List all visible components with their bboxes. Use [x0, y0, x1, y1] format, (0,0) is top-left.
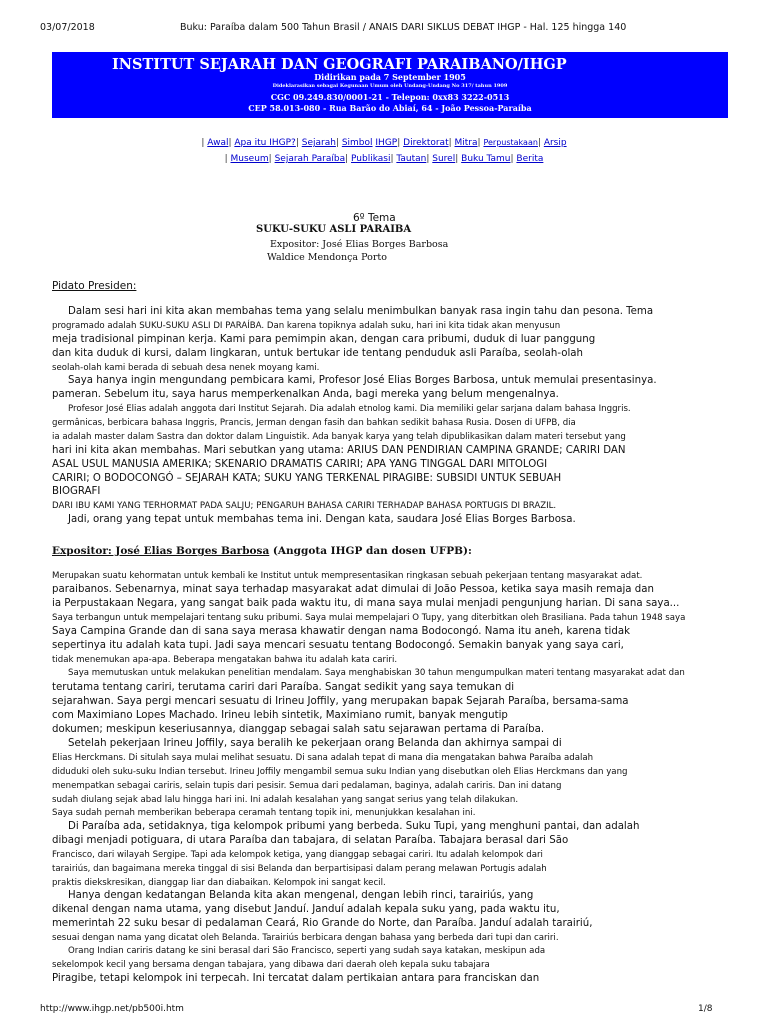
print-title: Buku: Paraíba dalam 500 Tahun Brasil / ANAIS DARI SIKLUS DEBAT IHGP - Hal. 125 hingga 140 [180, 22, 627, 33]
body-line: terutama tentang cariri, terutama cariri dari Paraíba. Sangat sedikit yang saya temukan di [52, 682, 515, 693]
institute-banner [52, 52, 728, 118]
nav-link-tautan[interactable]: Tautan [396, 154, 427, 164]
pidato-line: CARIRI; O BODOCONGÓ – SEJARAH KATA; SUKU YANG TERKENAL PIRAGIBE: SUBSIDI UNTUK SEBUAH [52, 473, 562, 484]
nav-link-direktorat[interactable]: Direktorat [403, 138, 449, 148]
pidato-line: seolah-olah kami berada di sebuah desa nenek moyang kami. [52, 363, 320, 373]
theme-title: SUKU-SUKU ASLI PARAIBA [256, 224, 412, 235]
pidato-line: Jadi, orang yang tepat untuk membahas tema ini. Dengan kata, saudara José Elias Borges Barbosa. [68, 514, 576, 525]
founded-line: Didirikan pada 7 September 1905 [314, 72, 466, 82]
nav-link-simbol[interactable]: Simbol [341, 138, 373, 148]
body-line: paraibanos. Sebenarnya, minat saya terhadap masyarakat adat dimulai di João Pessoa, ketika saya masih remaja dan [52, 584, 654, 595]
body-line: Saya Campina Grande dan di sana saya merasa khawatir dengan nama Bodocongó. Nama itu aneh, karena tidak [52, 626, 630, 637]
body-line: sesuai dengan nama yang dicatat oleh Belanda. Tarairiús berbicara dengan bahasa yang berbeda dari tupi dan cariri. [52, 933, 559, 943]
moderator-name: Waldice Mendonça Porto [267, 252, 387, 263]
body-line: sudah diulang sejak abad lalu hingga hari ini. Ini adalah kesalahan yang sangat serius yang telah dilakukan. [52, 795, 519, 805]
body-line: dokumen; meskipun keseriusannya, dianggap sebagai salah satu sejarawan pertama di Paraíba. [52, 724, 545, 735]
nav-link-arsip[interactable]: Arsip [543, 138, 567, 148]
pidato-line: BIOGRAFI [52, 486, 101, 497]
nav-bar-secondary: | Museum| Sejarah Paraíba| Publikasi| Tautan| Surel| Buku Tamu| Berita [224, 154, 544, 164]
nav-bar-primary: | Awal| Apa itu IHGP?| Sejarah| Simbol IHGP| Direktorat| Mitra| Perpustakaan| Arsip [201, 138, 567, 148]
nav-link-sejarah[interactable]: Sejarah [301, 138, 336, 148]
nav-link-apa-itu-ihgp[interactable]: Apa itu IHGP? [234, 138, 296, 148]
body-line: Piragibe, tetapi kelompok ini terpecah. Ini tercatat dalam pertikaian antara para franciskan dan [52, 973, 540, 984]
body-line: sepertinya itu adalah kata tupi. Jadi saya mencari sesuatu tentang Bodocongó. Semakin banyak yang saya cari, [52, 640, 624, 651]
nav-link-publikasi[interactable]: Publikasi [351, 154, 391, 164]
nav-link-awal[interactable]: Awal [207, 138, 229, 148]
body-line: dibagi menjadi potiguara, di utara Paraíba dan tabajara, di selatan Paraíba. Tabajara berasal dari São [52, 835, 569, 846]
pidato-heading: Pidato Presiden: [52, 280, 137, 292]
pidato-line: dan kita duduk di kursi, dalam lingkaran, untuk bertukar ide tentang penduduk asli Paraíba, seolah-olah [52, 348, 583, 359]
pidato-line: ia adalah master dalam Sastra dan doktor dalam Linguistik. Ada banyak karya yang telah dipublikasikan dalam materi tersebut yang [52, 432, 626, 442]
pidato-line: pameran. Sebelum itu, saya harus memperkenalkan Anda, bagi mereka yang belum mengenalnya. [52, 389, 559, 400]
pidato-line: hari ini kita akan membahas. Mari sebutkan yang utama: ARIUS DAN PENDIRIAN CAMPINA GRANDE; CARIRI DAN [52, 445, 626, 456]
pidato-line: programado adalah SUKU-SUKU ASLI DI PARAÍBA. Dan karena topiknya adalah suku, hari ini kita tidak akan menyusun [52, 321, 561, 331]
footer-page-number: 1/8 [698, 1004, 713, 1014]
pidato-line: germânicas, berbicara bahasa Inggris, Prancis, Jerman dengan fasih dan bahkan sedikit bahasa Rusia. Dosen di UFPB, dia [52, 418, 576, 428]
body-line: Francisco, dari wilayah Sergipe. Tapi ada kelompok ketiga, yang dianggap sebagai cariri. Itu adalah kelompok dari [52, 850, 543, 860]
body-line: Saya terbangun untuk mempelajari tentang suku pribumi. Saya mulai mempelajari O Tupy, yang diterbitkan oleh Brasiliana. Pada tahun 1948 saya [52, 613, 686, 623]
body-line: ia Perpustakaan Negara, yang sangat baik pada waktu itu, di mana saya mulai menjadi pengunjung harian. Di sana saya... [52, 598, 680, 609]
body-line: Saya memutuskan untuk melakukan penelitian mendalam. Saya menghabiskan 30 tahun mengumpulkan materi tentang masyarakat adat dan [68, 668, 685, 678]
body-line: diduduki oleh suku-suku Indian tersebut. Irineu Joffily mengambil semua suku Indian yang disebutkan oleh Elias Herckmans dan yang [52, 767, 628, 777]
address-line: CEP 58.013-080 - Rua Barão do Abiaí, 64 - João Pessoa-Paraíba [248, 103, 532, 113]
declared-line: Dideklarasikan sebagai Kegunaan Umum oleh Undang-Undang No 317/ tahun 1909 [272, 83, 508, 89]
body-line: Orang Indian cariris datang ke sini berasal dari São Francisco, seperti yang sudah saya katakan, meskipun ada [68, 946, 546, 956]
body-line: tidak menemukan apa-apa. Beberapa mengatakan bahwa itu adalah kata cariri. [52, 655, 398, 665]
expositor-name: Expositor: José Elias Borges Barbosa [270, 239, 449, 250]
nav-link-perpustakaan[interactable]: Perpustakaan [483, 138, 538, 147]
nav-link-sejarah-paraiba[interactable]: Sejarah Paraíba [274, 154, 346, 164]
expositor-heading: Expositor: José Elias Borges Barbosa (Anggota IHGP dan dosen UFPB): [52, 545, 472, 557]
body-line: sekelompok kecil yang bersama dengan tabajara, yang dibawa dari daerah oleh kepala suku tabajara [52, 960, 490, 970]
pidato-line: DARI IBU KAMI YANG TERHORMAT PADA SALJU; PENGARUH BAHASA CARIRI TERHADAP BAHASA PORTUGIS DI BRAZIL. [52, 501, 557, 511]
nav-link-surel[interactable]: Surel [432, 154, 456, 164]
body-line: memerintah 22 suku besar di pedalaman Ceará, Rio Grande do Norte, dan Paraíba. Janduí adalah tarairiú, [52, 918, 593, 929]
print-date: 03/07/2018 [40, 22, 95, 33]
body-line: Setelah pekerjaan Irineu Joffily, saya beralih ke pekerjaan orang Belanda dan akhirnya sampai di [68, 738, 562, 749]
body-line: Hanya dengan kedatangan Belanda kita akan mengenal, dengan lebih rinci, tarairiús, yang [68, 890, 534, 901]
body-line: Saya sudah pernah memberikan beberapa ceramah tentang topik ini, menunjukkan kesalahan ini. [52, 808, 476, 818]
nav-link-museum[interactable]: Museum [230, 154, 269, 164]
pidato-line: ASAL USUL MANUSIA AMERIKA; SKENARIO DRAMATIS CARIRI; APA YANG TINGGAL DARI MITOLOGI [52, 459, 548, 470]
body-line: menempatkan sebagai cariris, selain tupis dari pesisir. Semua dari pedalaman, baginya, adalah cariris. Dan ini datang [52, 781, 562, 791]
theme-number: 6º Tema [353, 212, 396, 224]
body-line: praktis diekskresikan, dianggap liar dan diabaikan. Kelompok ini sangat kecil. [52, 878, 386, 888]
cgc-line: CGC 09.249.830/0001-21 - Telepon: 0xx83 3222-0513 [270, 92, 510, 102]
pidato-line: Profesor José Elias adalah anggota dari Institut Sejarah. Dia adalah etnolog kami. Dia memiliki gelar sarjana dalam bahasa Inggris. [68, 404, 631, 414]
pidato-line: Saya hanya ingin mengundang pembicara kami, Profesor José Elias Borges Barbosa, untuk memulai presentasinya. [68, 375, 657, 386]
body-line: dikenal dengan nama utama, yang disebut Janduí. Janduí adalah kepala suku yang, pada waktu itu, [52, 904, 560, 915]
nav-link-buku-tamu[interactable]: Buku Tamu [461, 154, 511, 164]
institute-name: INSTITUT SEJARAH DAN GEOGRAFI PARAIBANO/IHGP [112, 56, 567, 73]
footer-url: http://www.ihgp.net/pb500i.htm [40, 1004, 184, 1014]
pidato-line: Dalam sesi hari ini kita akan membahas tema yang selalu menimbulkan banyak rasa ingin tahu dan pesona. Tema [68, 306, 654, 317]
body-line: Di Paraíba ada, setidaknya, tiga kelompok pribumi yang berbeda. Suku Tupi, yang menghuni pantai, dan adalah [68, 821, 640, 832]
body-line: com Maximiano Lopes Machado. Irineu lebih sintetik, Maximiano rumit, banyak mengutip [52, 710, 508, 721]
body-line: sejarahwan. Saya pergi mencari sesuatu di Irineu Joffily, yang merupakan bapak Sejarah Paraíba, bersama-sama [52, 696, 629, 707]
nav-link-berita[interactable]: Berita [516, 154, 544, 164]
body-line: Merupakan suatu kehormatan untuk kembali ke Institut untuk mempresentasikan ringkasan sebuah pekerjaan tentang masyarakat adat. [52, 571, 643, 581]
nav-link-ihgp[interactable]: IHGP [375, 138, 398, 148]
body-line: tarairiús, dan bagaimana mereka tinggal di sisi Belanda dan berpartisipasi dalam perang melawan Portugis adalah [52, 864, 547, 874]
nav-link-mitra[interactable]: Mitra [454, 138, 478, 148]
body-line: Elias Herckmans. Di situlah saya mulai melihat sesuatu. Di sana adalah tepat di mana dia mengatakan bahwa Paraíba adalah [52, 753, 594, 763]
pidato-line: meja tradisional pimpinan kerja. Kami para pemimpin akan, dengan cara pribumi, duduk di luar panggung [52, 334, 596, 345]
